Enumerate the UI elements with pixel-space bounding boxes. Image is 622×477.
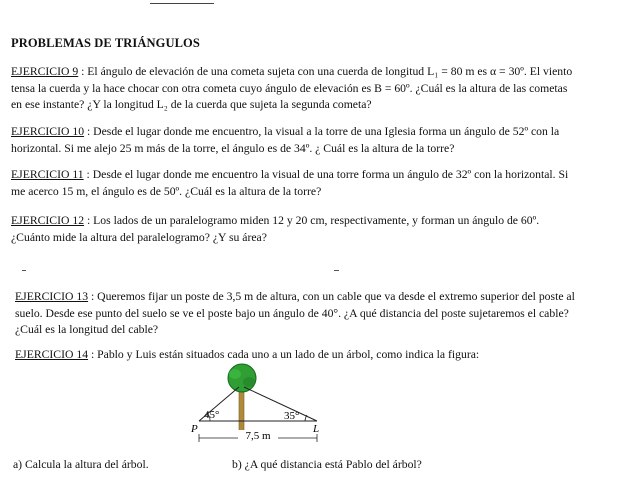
exercise-9 [11,64,572,114]
exercise-12-line-1: : Los lados de un paralelogramo miden 12 y 20 cm, respectivamente, y forman un ángulo de 60º. [84,214,540,227]
exercise-10-label: EJERCICIO 10 [11,125,85,138]
page-break-mark-left [22,270,26,271]
angle-label-left: 45° [204,409,220,421]
exercise-9-line-3: en ese instante? ¿Y la longitud L₂ de la cuerda que sujeta la segunda cometa? [11,98,372,111]
exercise-13-line-3: ¿Cuál es la longitud del cable? [15,323,159,336]
exercise-10-line-2: horizontal. Si me alejo 25 m más de la torre, el ángulo es de 34º. ¿ Cuál es la altura de la torre? [11,141,455,155]
question-b: b) ¿A qué distancia está Pablo del árbol? [232,458,422,471]
exercise-9-line-1: : El ángulo de elevación de una cometa sujeta con una cuerda de longitud L₁ = 80 m es α = 30º. El viento [78,65,573,78]
page-title: PROBLEMAS DE TRIÁNGULOS [11,36,200,50]
exercise-12-line-2: ¿Cuánto mide la altura del paralelogramo? ¿Y su área? [11,230,267,244]
question-a: a) Calcula la altura del árbol. [13,458,149,471]
exercise-9-label: EJERCICIO 9 [11,65,79,78]
exercise-9-line-2: tensa la cuerda y la hace chocar con otra cometa cuyo ángulo de elevación es B = 60º. ¿Cuál es la altura de las cometas [11,81,568,95]
exercise-13-line-2: suelo. Desde ese punto del suelo se ve el poste bajo un ángulo de 40°. ¿A qué distancia del poste sujetaremos el cable? [15,306,569,320]
point-label-l: L [313,423,320,435]
exercise-12-label: EJERCICIO 12 [11,214,85,227]
exercise-10 [11,124,559,157]
exercise-11-line-1: : Desde el lugar donde me encuentro la visual de una torre forma un ángulo de 32º con la horizontal. Si [83,168,569,181]
tree-canopy-icon [228,364,256,392]
exercise-10-line-1: : Desde el lugar donde me encuentro, la visual a la torre de una Iglesia forma un ángulo de 52º con la [84,125,560,138]
exercise-11-label: EJERCICIO 11 [11,168,84,181]
top-rule [150,3,214,4]
exercise-13-line-1: : Queremos fijar un poste de 3,5 m de altura, con un cable que va desde el extremo superior del poste al [88,290,575,303]
tree-trunk [239,388,244,434]
exercise-14-label: EJERCICIO 14 [15,348,89,361]
exercise-11 [11,167,568,200]
exercise-11-line-2: me acerco 15 m, el ángulo es de 50º. ¿Cuál es la altura de la torre? [11,184,322,198]
angle-label-right: 35° [284,410,300,422]
point-label-p: P [191,423,198,435]
page-break-mark-right [334,270,339,271]
exercise-14-line-1: : Pablo y Luis están situados cada uno a un lado de un árbol, como indica la figura: [88,348,480,361]
exercise-12 [11,213,539,246]
base-length-label: 7,5 m [245,430,271,442]
tree-triangle-figure [180,360,340,445]
exercise-13-label: EJERCICIO 13 [15,290,89,303]
exercise-13 [15,289,575,339]
